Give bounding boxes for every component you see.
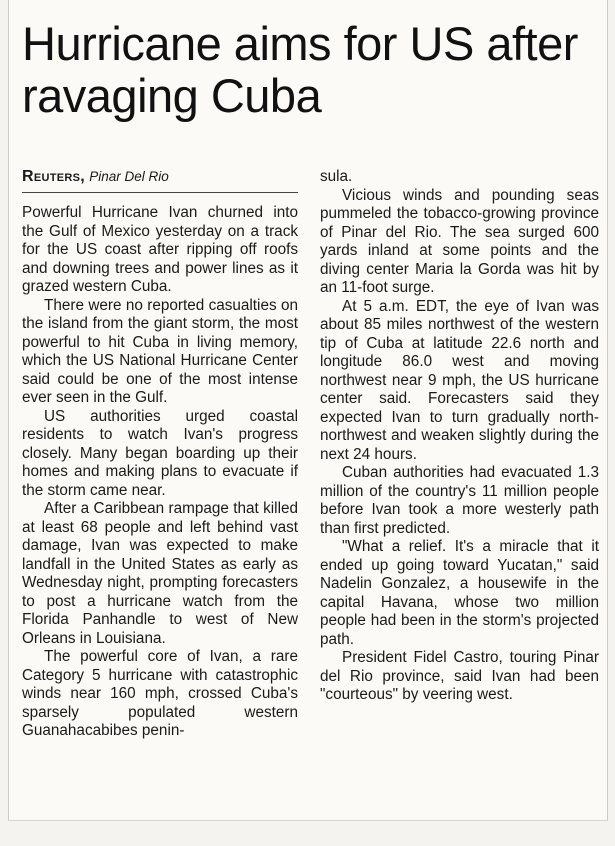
article-column-2 — [320, 168, 599, 705]
byline-agency: Reuters, — [22, 168, 86, 185]
paragraph: At 5 a.m. EDT, the eye of Ivan was about 85 miles northwest of the western tip of Cuba at latitude 22.6 north and longitude 86.0 west and moving northwest near 9 mph, the US hurricane center said. Forecasters said they expected Ivan to turn gradually north-northwest and weaken slightly during the next 24 hours. — [320, 297, 599, 463]
byline-location: Pinar Del Rio — [89, 169, 169, 184]
paragraph: US authorities urged coastal residents to watch Ivan's progress closely. Many began boarding up their homes and making plans to evacuate if the storm came near. — [22, 407, 298, 499]
paragraph: Powerful Hurricane Ivan churned into the Gulf of Mexico yesterday on a track for the US coast after ripping off roofs and downing trees and power lines as it grazed western Cuba. — [22, 204, 298, 295]
paragraph: After a Caribbean rampage that killed at least 68 people and left behind vast damage, Ivan was expected to make landfall in the United States as early as Wednesday night, prompting forecasters to post a hurricane watch from the Florida Panhandle to west of New Orleans in Louisiana. — [22, 500, 298, 647]
paragraph: The powerful core of Ivan, a rare Category 5 hurricane with catastrophic winds near 160 mph, crossed Cuba's sparsely populated western Guanahacabibes penin- — [22, 648, 298, 739]
byline — [22, 168, 298, 193]
article-column-1 — [22, 168, 298, 741]
paragraph: President Fidel Castro, touring Pinar del Rio province, said Ivan had been "courteous" by veering west. — [320, 649, 599, 703]
paragraph: Cuban authorities had evacuated 1.3 million of the country's 11 million people before Ivan took a more westerly path than first predicted. — [320, 464, 599, 537]
paragraph: Vicious winds and pounding seas pummeled the tobacco-growing province of Pinar del Rio. The sea surged 600 yards inland at some points and the diving center Maria la Gorda was hit by an 11-foot surge. — [320, 186, 599, 296]
paragraph: There were no reported casualties on the island from the giant storm, the most powerful to hit Cuba in living memory, which the US National Hurricane Center said could be one of the most intense ever seen in the Gulf. — [22, 296, 298, 406]
paragraph: "What a relief. It's a miracle that it ended up going toward Yucatan," said Nadelin Gonzalez, a housewife in the capital Havana, whose two million people had been in the storm's projected path. — [320, 538, 599, 648]
paragraph-continuation: sula. — [320, 168, 353, 185]
headline: Hurricane aims for US after ravaging Cuba — [22, 17, 578, 122]
